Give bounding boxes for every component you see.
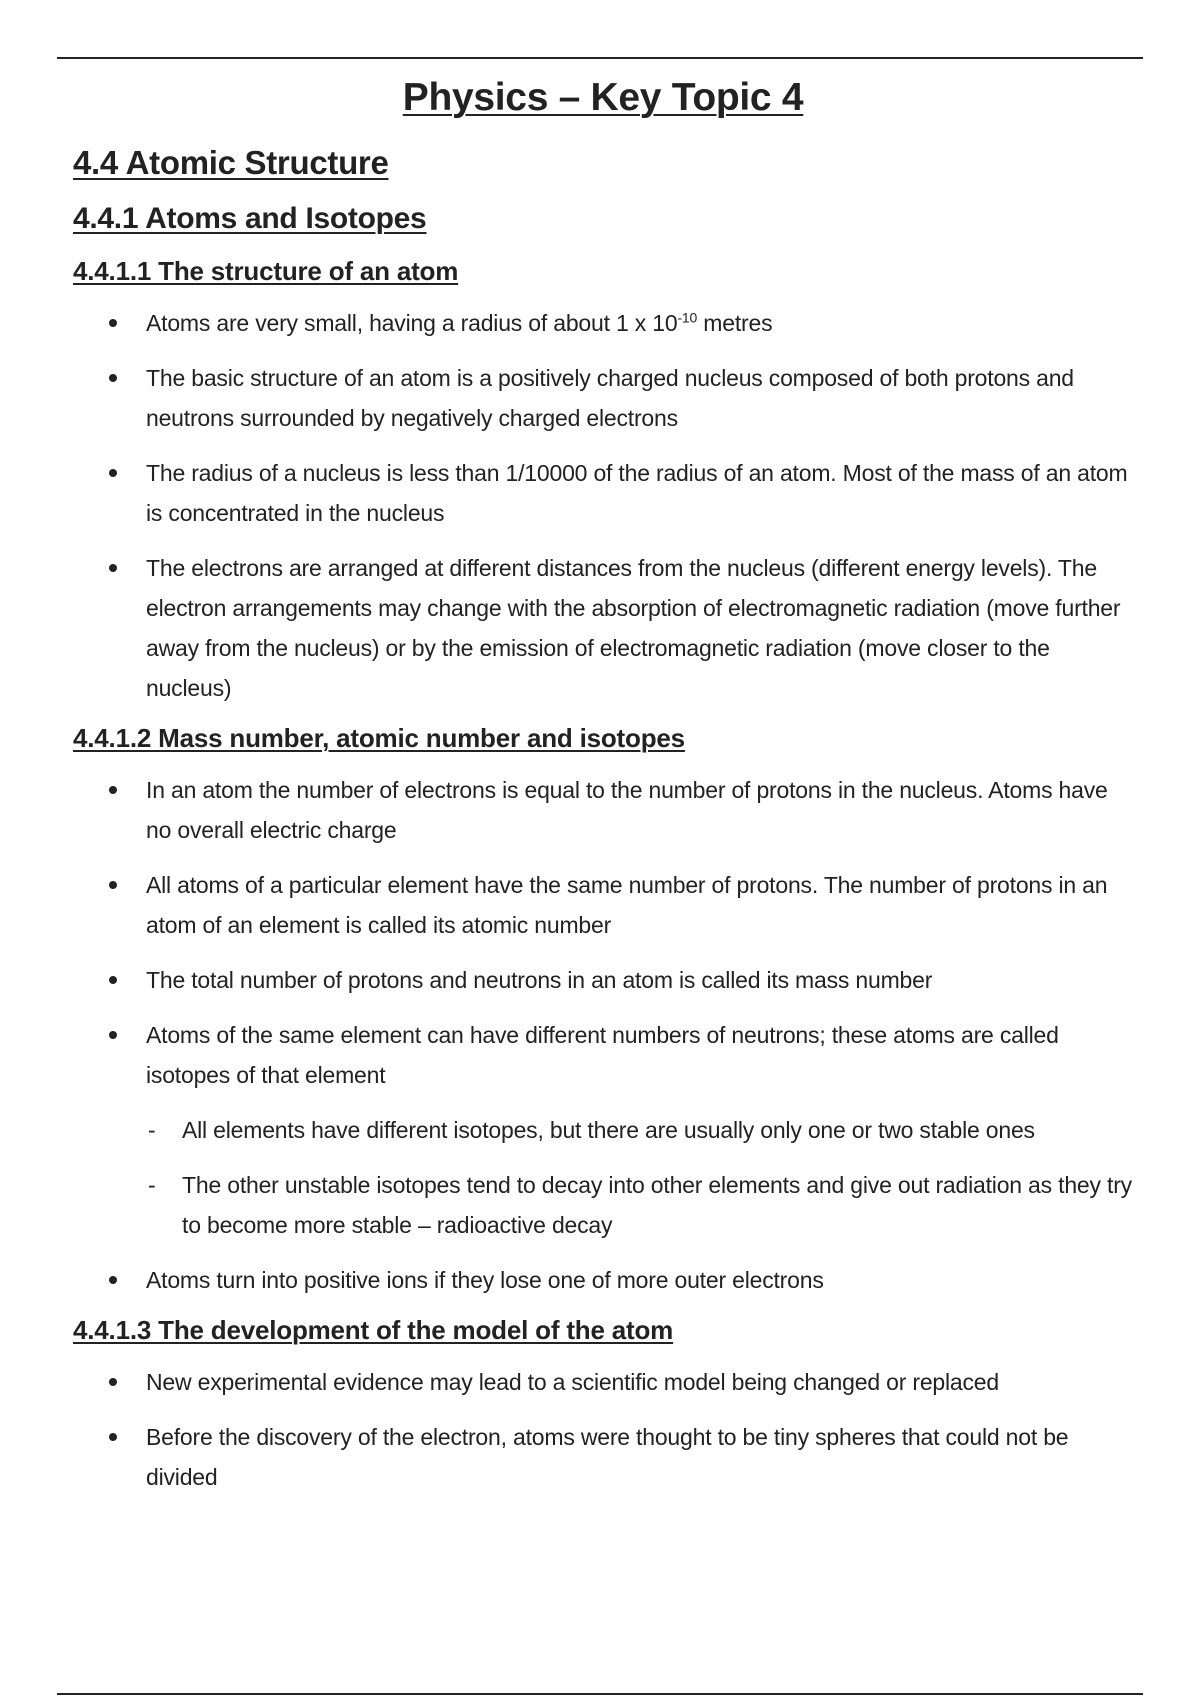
bullet-icon [109, 786, 117, 794]
bullet-icon [109, 881, 117, 889]
list-item: The total number of protons and neutrons in an atom is called its mass number [73, 960, 1133, 1000]
sub-list-item: - The other unstable isotopes tend to decay into other elements and give out radiation as they try to become more stable – radioactive decay [73, 1165, 1133, 1245]
bullet-icon [109, 1276, 117, 1284]
bullet-icon [109, 1433, 117, 1441]
bullet-icon [109, 564, 117, 572]
list-item: Atoms of the same element can have different numbers of neutrons; these atoms are called isotopes of that element [73, 1015, 1133, 1095]
document-body [73, 76, 1133, 1512]
bullet-icon [109, 976, 117, 984]
top-rule [57, 57, 1143, 59]
list-item: In an atom the number of electrons is equal to the number of protons in the nucleus. Atoms have no overall electric charge [73, 770, 1133, 850]
bullet-icon [109, 1378, 117, 1386]
bullet-list-ions [73, 1260, 1133, 1300]
dash-icon: - [148, 1117, 156, 1143]
list-item: The electrons are arranged at different distances from the nucleus (different energy levels). The electron arrangements may change with the absorption of electromagnetic radiation (move further away from the nucleus) or by the emission of electromagnetic radiation (move closer to the nucleus) [73, 548, 1133, 708]
part-heading-structure: 4.4.1.1 The structure of an atom [73, 256, 459, 286]
exponent: -10 [677, 309, 698, 326]
list-item: Atoms are very small, having a radius of about 1 x $10^{-10}$ metres [73, 303, 1133, 343]
bullet-list-model-development [73, 1362, 1133, 1497]
bullet-list-structure [73, 303, 1133, 708]
sub-list-item: - All elements have different isotopes, but there are usually only one or two stable ones [73, 1110, 1133, 1150]
list-item: The basic structure of an atom is a positively charged nucleus composed of both protons and neutrons surrounded by negatively charged electrons [73, 358, 1133, 438]
part-heading-mass-number: 4.4.1.2 Mass number, atomic number and isotopes [73, 723, 685, 753]
list-item: Atoms turn into positive ions if they lose one of more outer electrons [73, 1260, 1133, 1300]
dash-icon: - [148, 1172, 156, 1198]
page-title: Physics – Key Topic 4 [402, 76, 804, 119]
section-heading: 4.4 Atomic Structure [73, 144, 389, 181]
bullet-icon [109, 469, 117, 477]
bullet-icon [109, 374, 117, 382]
list-item: The radius of a nucleus is less than 1/10000 of the radius of an atom. Most of the mass of an atom is concentrated in the nucleus [73, 453, 1133, 533]
bullet-icon [109, 319, 117, 327]
bottom-rule [57, 1693, 1143, 1695]
list-item: All atoms of a particular element have the same number of protons. The number of protons in an atom of an element is called its atomic number [73, 865, 1133, 945]
bullet-icon [109, 1031, 117, 1039]
part-heading-model-development: 4.4.1.3 The development of the model of the atom [73, 1315, 674, 1345]
list-item: Before the discovery of the electron, atoms were thought to be tiny spheres that could not be divided [73, 1417, 1133, 1497]
bullet-list-mass-number [73, 770, 1133, 1095]
list-item: New experimental evidence may lead to a scientific model being changed or replaced [73, 1362, 1133, 1402]
subsection-heading: 4.4.1 Atoms and Isotopes [73, 202, 427, 235]
sub-bullet-list-isotopes [73, 1110, 1133, 1245]
